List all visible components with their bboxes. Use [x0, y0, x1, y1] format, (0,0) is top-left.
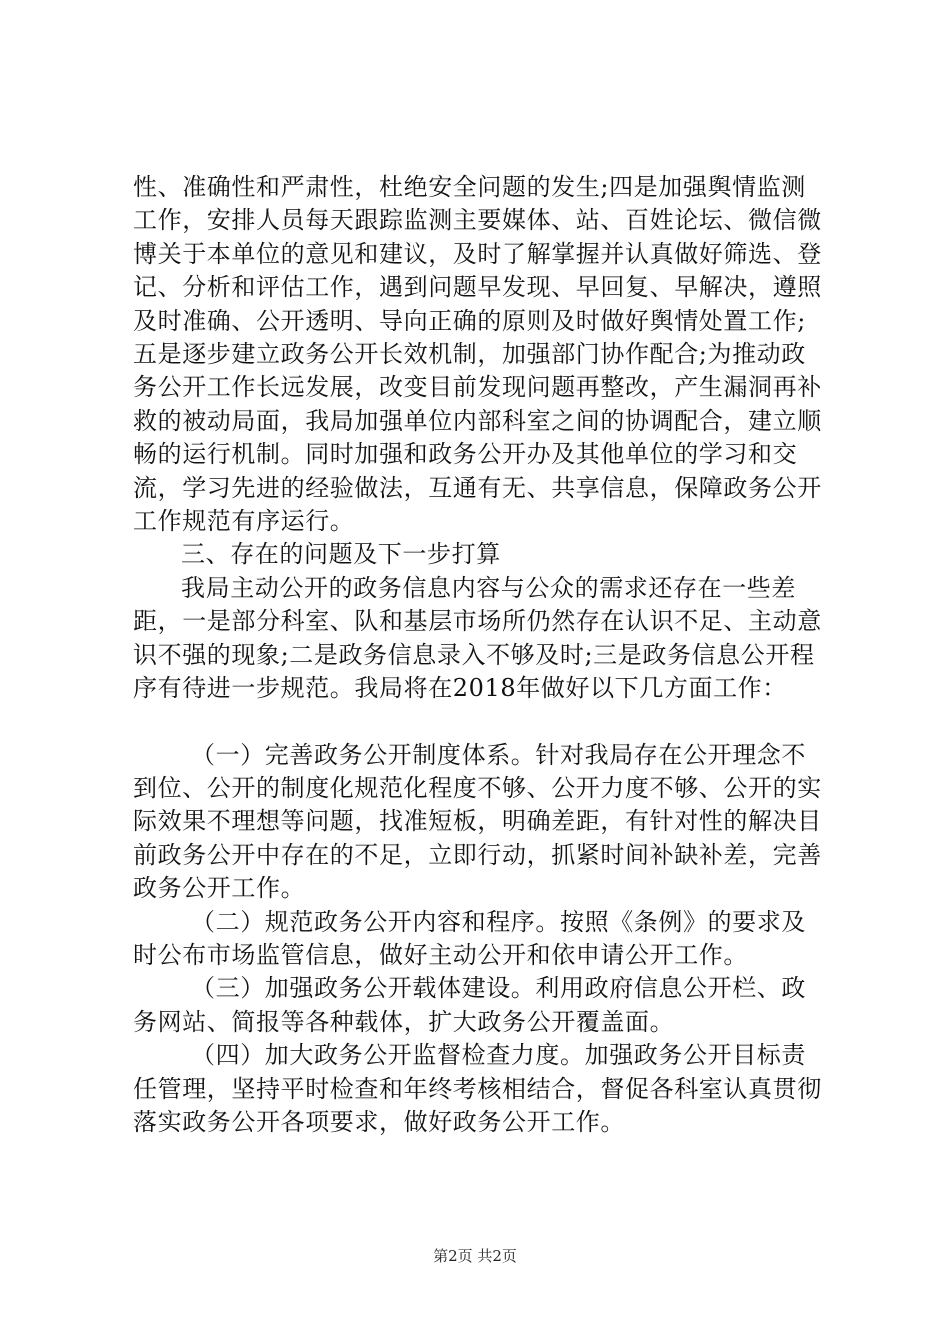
paragraph-item-2: （二）规范政务公开内容和程序。按照《条例》的要求及时公布市场监管信息，做好主动公开和依申请公开工作。 — [133, 907, 806, 969]
paragraph-item-1: （一）完善政务公开制度体系。针对我局存在公开理念不到位、公开的制度化规范化程度不够、公开力度不够、公开的实际效果不理想等问题，找准短板，明确差距，有针对性的解决目前政务公开中存在的不足，立即行动，抓紧时间补缺补差，完善政务公开工作。 — [133, 740, 822, 903]
paragraph-spacer — [133, 706, 823, 739]
paragraph-continuation: 性、准确性和严肃性，杜绝安全问题的发生;四是加强舆情监测工作，安排人员每天跟踪监测主要媒体、站、百姓论坛、微信微博关于本单位的意见和建议，及时了解掌握并认真做好筛选、登记、分析和评估工作，遇到问题早发现、早回复、早解决，遵照及时准确、公开透明、导向正确的原则及时做好舆情处置工作;五是逐步建立政务公开长效机制，加强部门协作配合;为推动政务公开工作长远发展，改变目前发现问题再整改，产生漏洞再补救的被动局面，我局加强单位内部科室之间的协调配合，建立顺畅的运行机制。同时加强和政务公开办及其他单位的学习和交流，学习先进的经验做法，互通有无、共享信息，保障政务公开工作规范有序运行。 — [133, 173, 822, 536]
section-heading: 三、存在的问题及下一步打算 — [181, 540, 501, 569]
paragraph-issues: 我局主动公开的政务信息内容与公众的需求还存在一些差距，一是部分科室、队和基层市场所仍然存在认识不足、主动意识不强的现象;二是政务信息录入不够及时;三是政务信息公开程序有待进一步规范。我局将在2018年做好以下几方面工作： — [133, 573, 822, 703]
document-body — [133, 171, 823, 1139]
page-footer: 第2页 共2页 — [433, 1247, 517, 1265]
paragraph-item-4: （四）加大政务公开监督检查力度。加强政务公开目标责任管理，坚持平时检查和年终考核相结合，督促各科室认真贯彻落实政务公开各项要求，做好政务公开工作。 — [133, 1041, 822, 1136]
paragraph-item-3: （三）加强政务公开载体建设。利用政府信息公开栏、政务网站、简报等各种载体，扩大政务公开覆盖面。 — [133, 974, 806, 1036]
